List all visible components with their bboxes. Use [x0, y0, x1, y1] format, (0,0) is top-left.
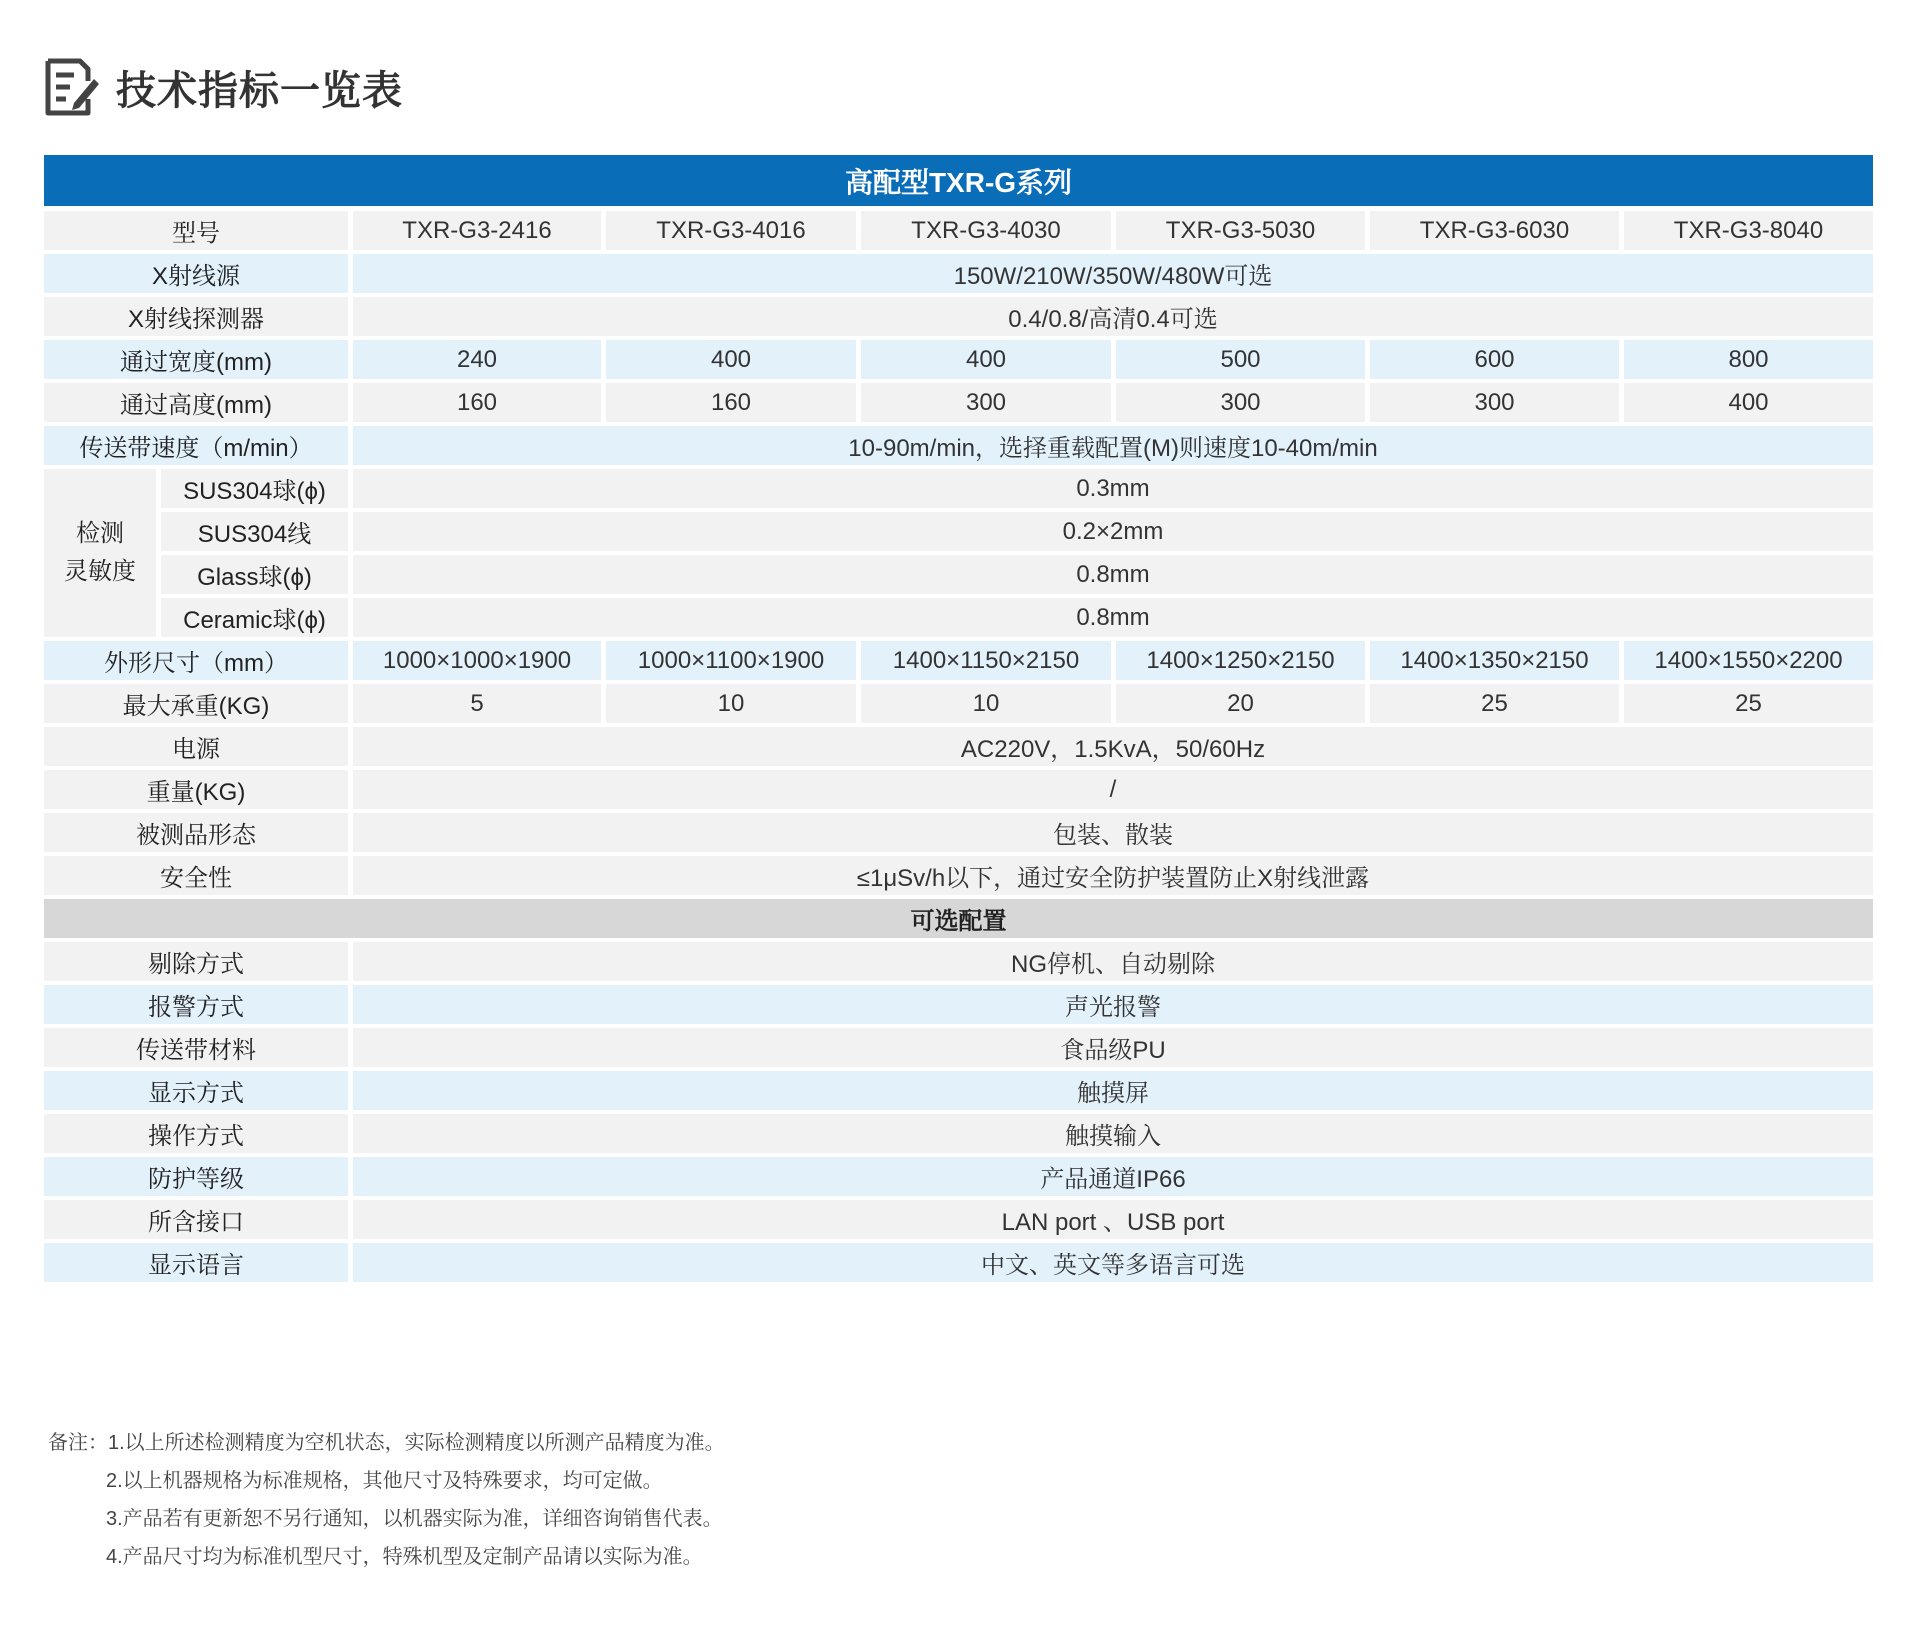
note-line [48, 1424, 725, 1462]
row-label: 重量(KG) [44, 770, 353, 813]
table-row-height [44, 383, 1873, 426]
optional-section-header [44, 899, 1873, 942]
note-line: 2.以上机器规格为标准规格，其他尺寸及特殊要求，均可定做。 [106, 1470, 663, 1492]
row-value: 0.8mm [353, 598, 1873, 641]
row-label: 电源 [44, 727, 353, 770]
value-cell: 20 [1116, 684, 1370, 727]
row-label: X射线探测器 [44, 297, 353, 340]
row-label: 最大承重(KG) [44, 684, 353, 727]
value-cell: 160 [353, 383, 606, 426]
value-cell: 1400×1350×2150 [1370, 641, 1624, 684]
value-cell: 300 [1116, 383, 1370, 426]
row-value: 食品级PU [353, 1028, 1873, 1071]
model-cell: TXR-G3-4016 [606, 211, 861, 254]
table-row-belt-speed [44, 426, 1873, 469]
group-label-line: 检测 [76, 520, 124, 547]
row-value: 包装、散装 [353, 813, 1873, 856]
row-value: 0.8mm [353, 555, 1873, 598]
row-value: 0.3mm [353, 469, 1873, 512]
value-cell: 25 [1624, 684, 1873, 727]
row-label: 剔除方式 [44, 942, 353, 985]
table-row-weight [44, 770, 1873, 813]
table-row-xray-source [44, 254, 1873, 297]
table-row-width [44, 340, 1873, 383]
notes-prefix: 备注： [48, 1432, 108, 1454]
model-cell: TXR-G3-6030 [1370, 211, 1624, 254]
table-row-sensitivity [44, 469, 1873, 512]
row-label: 被测品形态 [44, 813, 353, 856]
model-cell: TXR-G3-8040 [1624, 211, 1873, 254]
value-cell: 1400×1250×2150 [1116, 641, 1370, 684]
value-cell: 400 [1624, 383, 1873, 426]
model-cell: TXR-G3-5030 [1116, 211, 1370, 254]
value-cell: 160 [606, 383, 861, 426]
value-cell: 300 [861, 383, 1116, 426]
value-cell: 400 [606, 340, 861, 383]
value-cell: 500 [1116, 340, 1370, 383]
group-label-line: 灵敏度 [64, 558, 136, 585]
note-text: 1.以上所述检测精度为空机状态，实际检测精度以所测产品精度为准。 [108, 1432, 725, 1454]
model-cell: TXR-G3-4030 [861, 211, 1116, 254]
row-label: 显示语言 [44, 1243, 353, 1286]
table-row-safety [44, 856, 1873, 899]
row-label: X射线源 [44, 254, 353, 297]
row-label: SUS304球(ϕ) [161, 469, 353, 512]
section-title: 可选配置 [44, 899, 1873, 942]
table-row-sensitivity [44, 512, 1873, 555]
row-label: 传送带材料 [44, 1028, 353, 1071]
value-cell: 10 [861, 684, 1116, 727]
row-value: 声光报警 [353, 985, 1873, 1028]
sensitivity-group-label [44, 469, 161, 641]
table-row-product-form [44, 813, 1873, 856]
row-label: 防护等级 [44, 1157, 353, 1200]
table-row-detector [44, 297, 1873, 340]
row-value: 触摸屏 [353, 1071, 1873, 1114]
value-cell: 10 [606, 684, 861, 727]
value-cell: 1000×1100×1900 [606, 641, 861, 684]
row-label: Ceramic球(ϕ) [161, 598, 353, 641]
row-value: 0.2×2mm [353, 512, 1873, 555]
row-value: / [353, 770, 1873, 813]
value-cell: 800 [1624, 340, 1873, 383]
table-row-model [44, 211, 1873, 254]
notes-block [48, 1424, 725, 1576]
row-label: 通过高度(mm) [44, 383, 353, 426]
row-value: LAN port 、USB port [353, 1200, 1873, 1243]
table-row-optional [44, 985, 1873, 1028]
row-label: SUS304线 [161, 512, 353, 555]
row-value: 中文、英文等多语言可选 [353, 1243, 1873, 1286]
value-cell: 1400×1550×2200 [1624, 641, 1873, 684]
row-label: 显示方式 [44, 1071, 353, 1114]
note-line: 3.产品若有更新恕不另行通知，以机器实际为准，详细咨询销售代表。 [106, 1508, 723, 1530]
row-label: 外形尺寸（mm） [44, 641, 353, 684]
row-label: 通过宽度(mm) [44, 340, 353, 383]
row-label: 安全性 [44, 856, 353, 899]
row-label: Glass球(ϕ) [161, 555, 353, 598]
row-value: 10-90m/min，选择重载配置(M)则速度10-40m/min [353, 426, 1873, 469]
page-title: 技术指标一览表 [116, 68, 403, 113]
table-row-optional [44, 1157, 1873, 1200]
table-row-power [44, 727, 1873, 770]
spec-table [44, 155, 1873, 1286]
row-value: 150W/210W/350W/480W可选 [353, 254, 1873, 297]
row-value: NG停机、自动剔除 [353, 942, 1873, 985]
page-heading [40, 52, 403, 122]
row-value: 0.4/0.8/高清0.4可选 [353, 297, 1873, 340]
row-label: 操作方式 [44, 1114, 353, 1157]
row-value: AC220V，1.5KvA，50/60Hz [353, 727, 1873, 770]
table-row-optional [44, 1071, 1873, 1114]
table-row-optional [44, 1028, 1873, 1071]
table-row-optional [44, 1114, 1873, 1157]
row-label: 型号 [44, 211, 353, 254]
row-label: 传送带速度（m/min） [44, 426, 353, 469]
table-row-sensitivity [44, 598, 1873, 641]
row-label: 所含接口 [44, 1200, 353, 1243]
table-banner: 高配型TXR-G系列 [44, 155, 1873, 206]
model-cell: TXR-G3-2416 [353, 211, 606, 254]
table-row-sensitivity [44, 555, 1873, 598]
table-row-optional [44, 942, 1873, 985]
value-cell: 400 [861, 340, 1116, 383]
value-cell: 25 [1370, 684, 1624, 727]
table-row-optional [44, 1200, 1873, 1243]
value-cell: 5 [353, 684, 606, 727]
table-row-max-load [44, 684, 1873, 727]
row-value: 触摸输入 [353, 1114, 1873, 1157]
value-cell: 240 [353, 340, 606, 383]
row-value: 产品通道IP66 [353, 1157, 1873, 1200]
value-cell: 1000×1000×1900 [353, 641, 606, 684]
value-cell: 600 [1370, 340, 1624, 383]
row-value: ≤1μSv/h以下，通过安全防护装置防止X射线泄露 [353, 856, 1873, 899]
document-edit-icon [40, 55, 100, 119]
table-row-optional [44, 1243, 1873, 1286]
table-row-dimensions [44, 641, 1873, 684]
note-line: 4.产品尺寸均为标准机型尺寸，特殊机型及定制产品请以实际为准。 [106, 1546, 703, 1568]
row-label: 报警方式 [44, 985, 353, 1028]
value-cell: 300 [1370, 383, 1624, 426]
value-cell: 1400×1150×2150 [861, 641, 1116, 684]
